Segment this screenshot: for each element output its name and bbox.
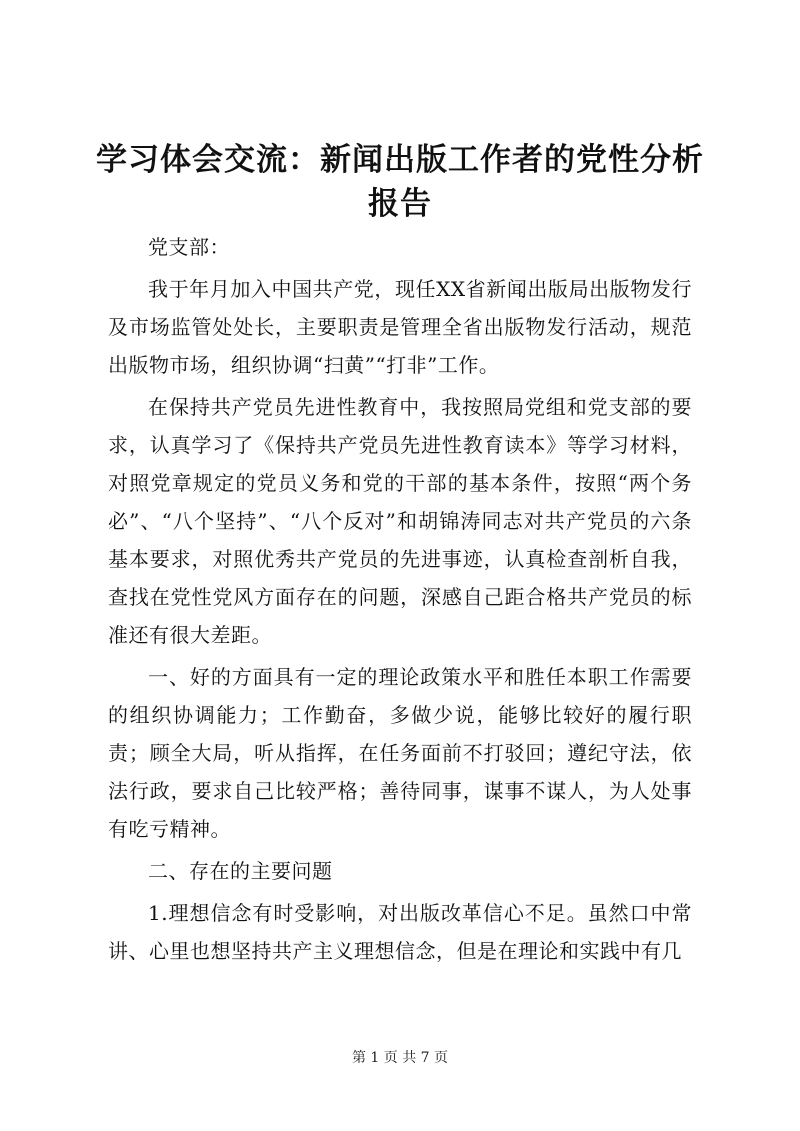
document-title: 学习体会交流：新闻出版工作者的党性分析报告 (96, 142, 704, 222)
section-heading-problems: 二、存在的主要问题 (148, 859, 333, 883)
paragraph-intro: 我于年月加入中国共产党，现任XX省新闻出版局出版物发行及市场监管处处长，主要职责是管理全省出版物发行活动，规范出版物市场，组织协调“扫黄”“打非”工作。 (108, 277, 692, 377)
paragraph-strengths: 一、好的方面具有一定的理论政策水平和胜任本职工作需要的组织协调能力；工作勤奋，多做少说，能够比较好的履行职责；顾全大局，听从指挥，在任务面前不打驳回；遵纪守法，依法行政，要求自己比较严格；善待同事，谋事不谋人，为人处事有吃亏精神。 (108, 665, 692, 841)
document-body (108, 228, 692, 970)
page-number-footer: 第 1 页 共 7 页 (351, 1050, 449, 1066)
paragraph-education: 在保持共产党员先进性教育中，我按照局党组和党支部的要求，认真学习了《保持共产党员先进性教育读本》等学习材料，对照党章规定的党员义务和党的干部的基本条件，按照“两个务必”、“八个坚持”、“八个反对”和胡锦涛同志对共产党员的六条基本要求，对照优秀共产党员的先进事迹，认真检查剖析自我，查找在党性党风方面存在的问题，深感自己距合格共产党员的标准还有很大差距。 (108, 395, 692, 647)
paragraph-problem-1: 1.理想信念有时受影响，对出版改革信心不足。虽然口中常讲、心里也想坚持共产主义理想信念，但是在理论和实践中有几 (108, 901, 692, 963)
salutation: 党支部： (148, 235, 230, 259)
